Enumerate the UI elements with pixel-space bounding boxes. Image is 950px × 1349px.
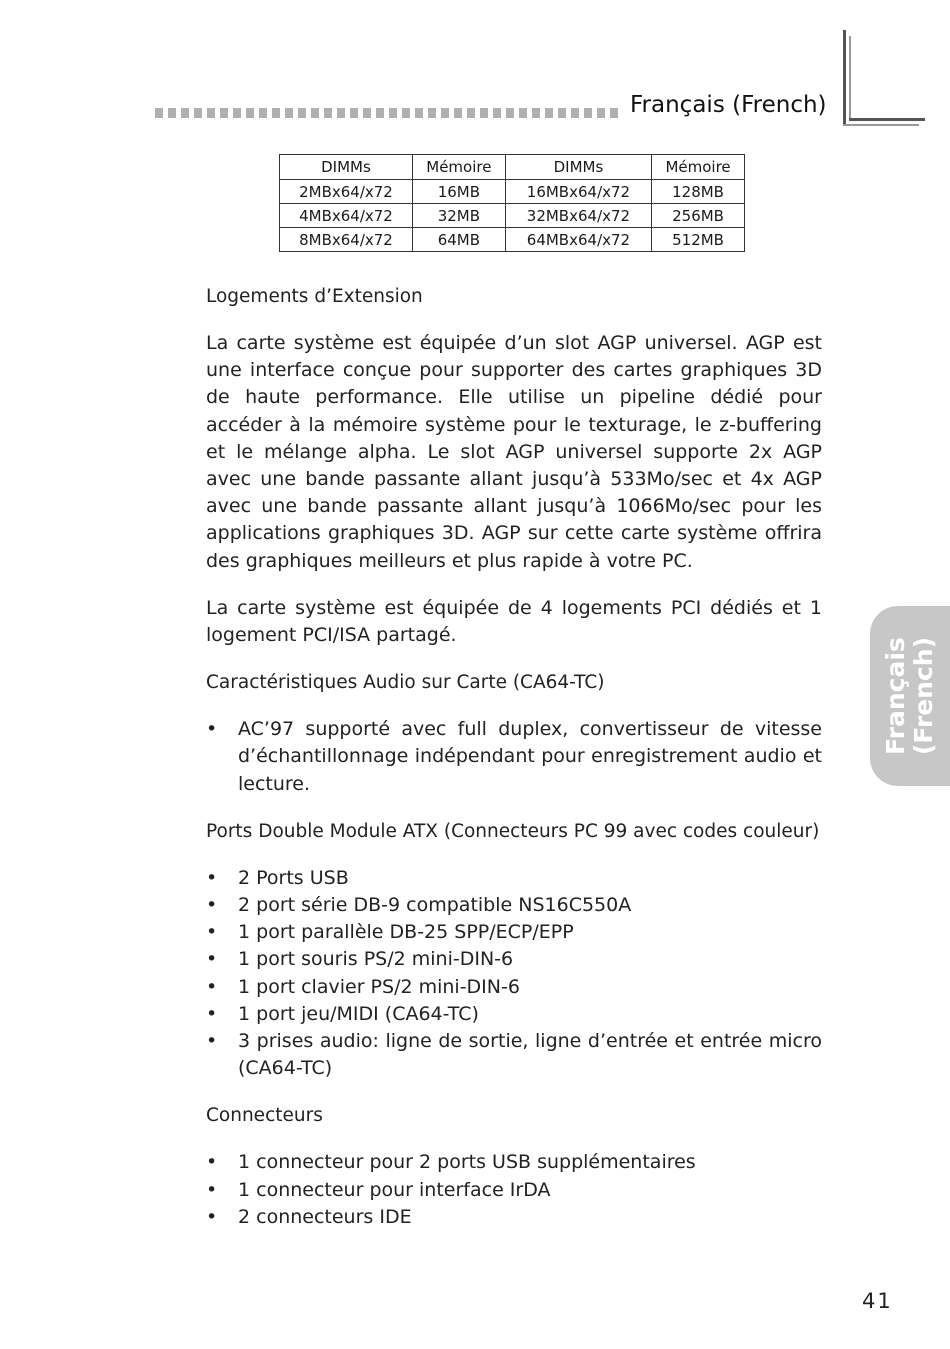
table-header-row <box>280 155 745 180</box>
table-cell: 16MB <box>412 180 505 204</box>
table-header-cell: Mémoire <box>652 155 745 180</box>
table-cell: 512MB <box>652 228 745 252</box>
table-header-cell: DIMMs <box>280 155 413 180</box>
connectors-list <box>206 1149 822 1231</box>
bullet-icon: • <box>206 975 218 998</box>
list-item <box>206 1001 822 1028</box>
page-body <box>206 283 822 1251</box>
list-item-text: AC’97 supporté avec full duplex, convertisseur de vitesse d’échantillonnage indépendant pour enregistrement audio et lecture. <box>238 718 822 795</box>
slots-heading: Logements d’Extension <box>206 286 423 307</box>
bullet-icon: • <box>206 1002 218 1025</box>
table-cell: 4MBx64/x72 <box>280 204 413 228</box>
list-item-text: 1 port clavier PS/2 mini-DIN-6 <box>238 975 520 998</box>
list-item-text: 2 connecteurs IDE <box>238 1205 412 1228</box>
list-item-text: 1 port souris PS/2 mini-DIN-6 <box>238 948 514 971</box>
list-item-text: 1 connecteur pour 2 ports USB supplémentaires <box>238 1151 696 1174</box>
table-cell: 16MBx64/x72 <box>505 180 651 204</box>
side-tab-line1: Français <box>881 637 910 755</box>
table-header-cell: DIMMs <box>505 155 651 180</box>
page-number: 41 <box>862 1289 893 1313</box>
connectors-heading: Connecteurs <box>206 1105 323 1127</box>
ports-heading: Ports Double Module ATX (Connecteurs PC 99 avec codes couleur) <box>206 820 820 842</box>
bullet-icon: • <box>206 718 218 741</box>
table-cell: 2MBx64/x72 <box>280 180 413 204</box>
header-title: Français (French) <box>630 92 827 118</box>
table-row <box>280 228 745 252</box>
list-item <box>206 716 822 798</box>
bullet-icon: • <box>206 1151 218 1174</box>
list-item <box>206 1028 822 1082</box>
bullet-icon: • <box>206 866 218 889</box>
list-item-text: 1 port parallèle DB-25 SPP/ECP/EPP <box>238 921 574 944</box>
side-tab-line2: (French) <box>909 636 938 756</box>
header-dot-rule <box>155 108 620 118</box>
list-item-text: 1 connecteur pour interface IrDA <box>238 1178 551 1201</box>
memory-table <box>279 154 745 252</box>
table-row <box>280 180 745 204</box>
list-item-text: 3 prises audio: ligne de sortie, ligne d’entrée et entrée micro (CA64-TC) <box>238 1030 822 1080</box>
table-cell: 32MBx64/x72 <box>505 204 651 228</box>
list-item-text: 1 port jeu/MIDI (CA64-TC) <box>238 1002 479 1025</box>
list-item <box>206 1177 822 1204</box>
list-item <box>206 892 822 919</box>
list-item-text: 2 Ports USB <box>238 866 349 889</box>
bullet-icon: • <box>206 948 218 971</box>
ports-list <box>206 865 822 1083</box>
audio-heading: Caractéristiques Audio sur Carte (CA64-TC) <box>206 672 605 694</box>
language-side-tab <box>870 606 950 786</box>
bullet-icon: • <box>206 1205 218 1228</box>
bullet-icon: • <box>206 1030 218 1053</box>
table-cell: 128MB <box>652 180 745 204</box>
agp-paragraph: La carte système est équipée d’un slot AGP universel. AGP est une interface conçue pour supporter des cartes graphiques 3D de haute performance. Elle utilise un pipeline dédié pour accéder à la mémoire système pour le texturage, le z-buffering et le mélange alpha. Le slot AGP universel supporte 2x AGP avec une bande passante allant jusqu’à 533Mo/sec et 4x AGP avec une bande passante allant jusqu’à 1066Mo/sec pour les applications graphiques 3D. AGP sur cette carte système offrira des graphiques meilleurs et plus rapide à votre PC. <box>206 332 822 572</box>
table-row <box>280 204 745 228</box>
side-tab-label <box>882 637 938 755</box>
list-item <box>206 919 822 946</box>
audio-list <box>206 716 822 798</box>
list-item-text: 2 port série DB-9 compatible NS16C550A <box>238 894 632 917</box>
bullet-icon: • <box>206 1178 218 1201</box>
table-cell: 64MBx64/x72 <box>505 228 651 252</box>
table-cell: 8MBx64/x72 <box>280 228 413 252</box>
bullet-icon: • <box>206 894 218 917</box>
list-item <box>206 946 822 973</box>
table-cell: 64MB <box>412 228 505 252</box>
pci-paragraph: La carte système est équipée de 4 logements PCI dédiés et 1 logement PCI/ISA partagé. <box>206 596 822 647</box>
list-item <box>206 1204 822 1231</box>
bullet-icon: • <box>206 921 218 944</box>
list-item <box>206 865 822 892</box>
list-item <box>206 974 822 1001</box>
list-item <box>206 1149 822 1176</box>
table-cell: 256MB <box>652 204 745 228</box>
table-header-cell: Mémoire <box>412 155 505 180</box>
table-cell: 32MB <box>412 204 505 228</box>
